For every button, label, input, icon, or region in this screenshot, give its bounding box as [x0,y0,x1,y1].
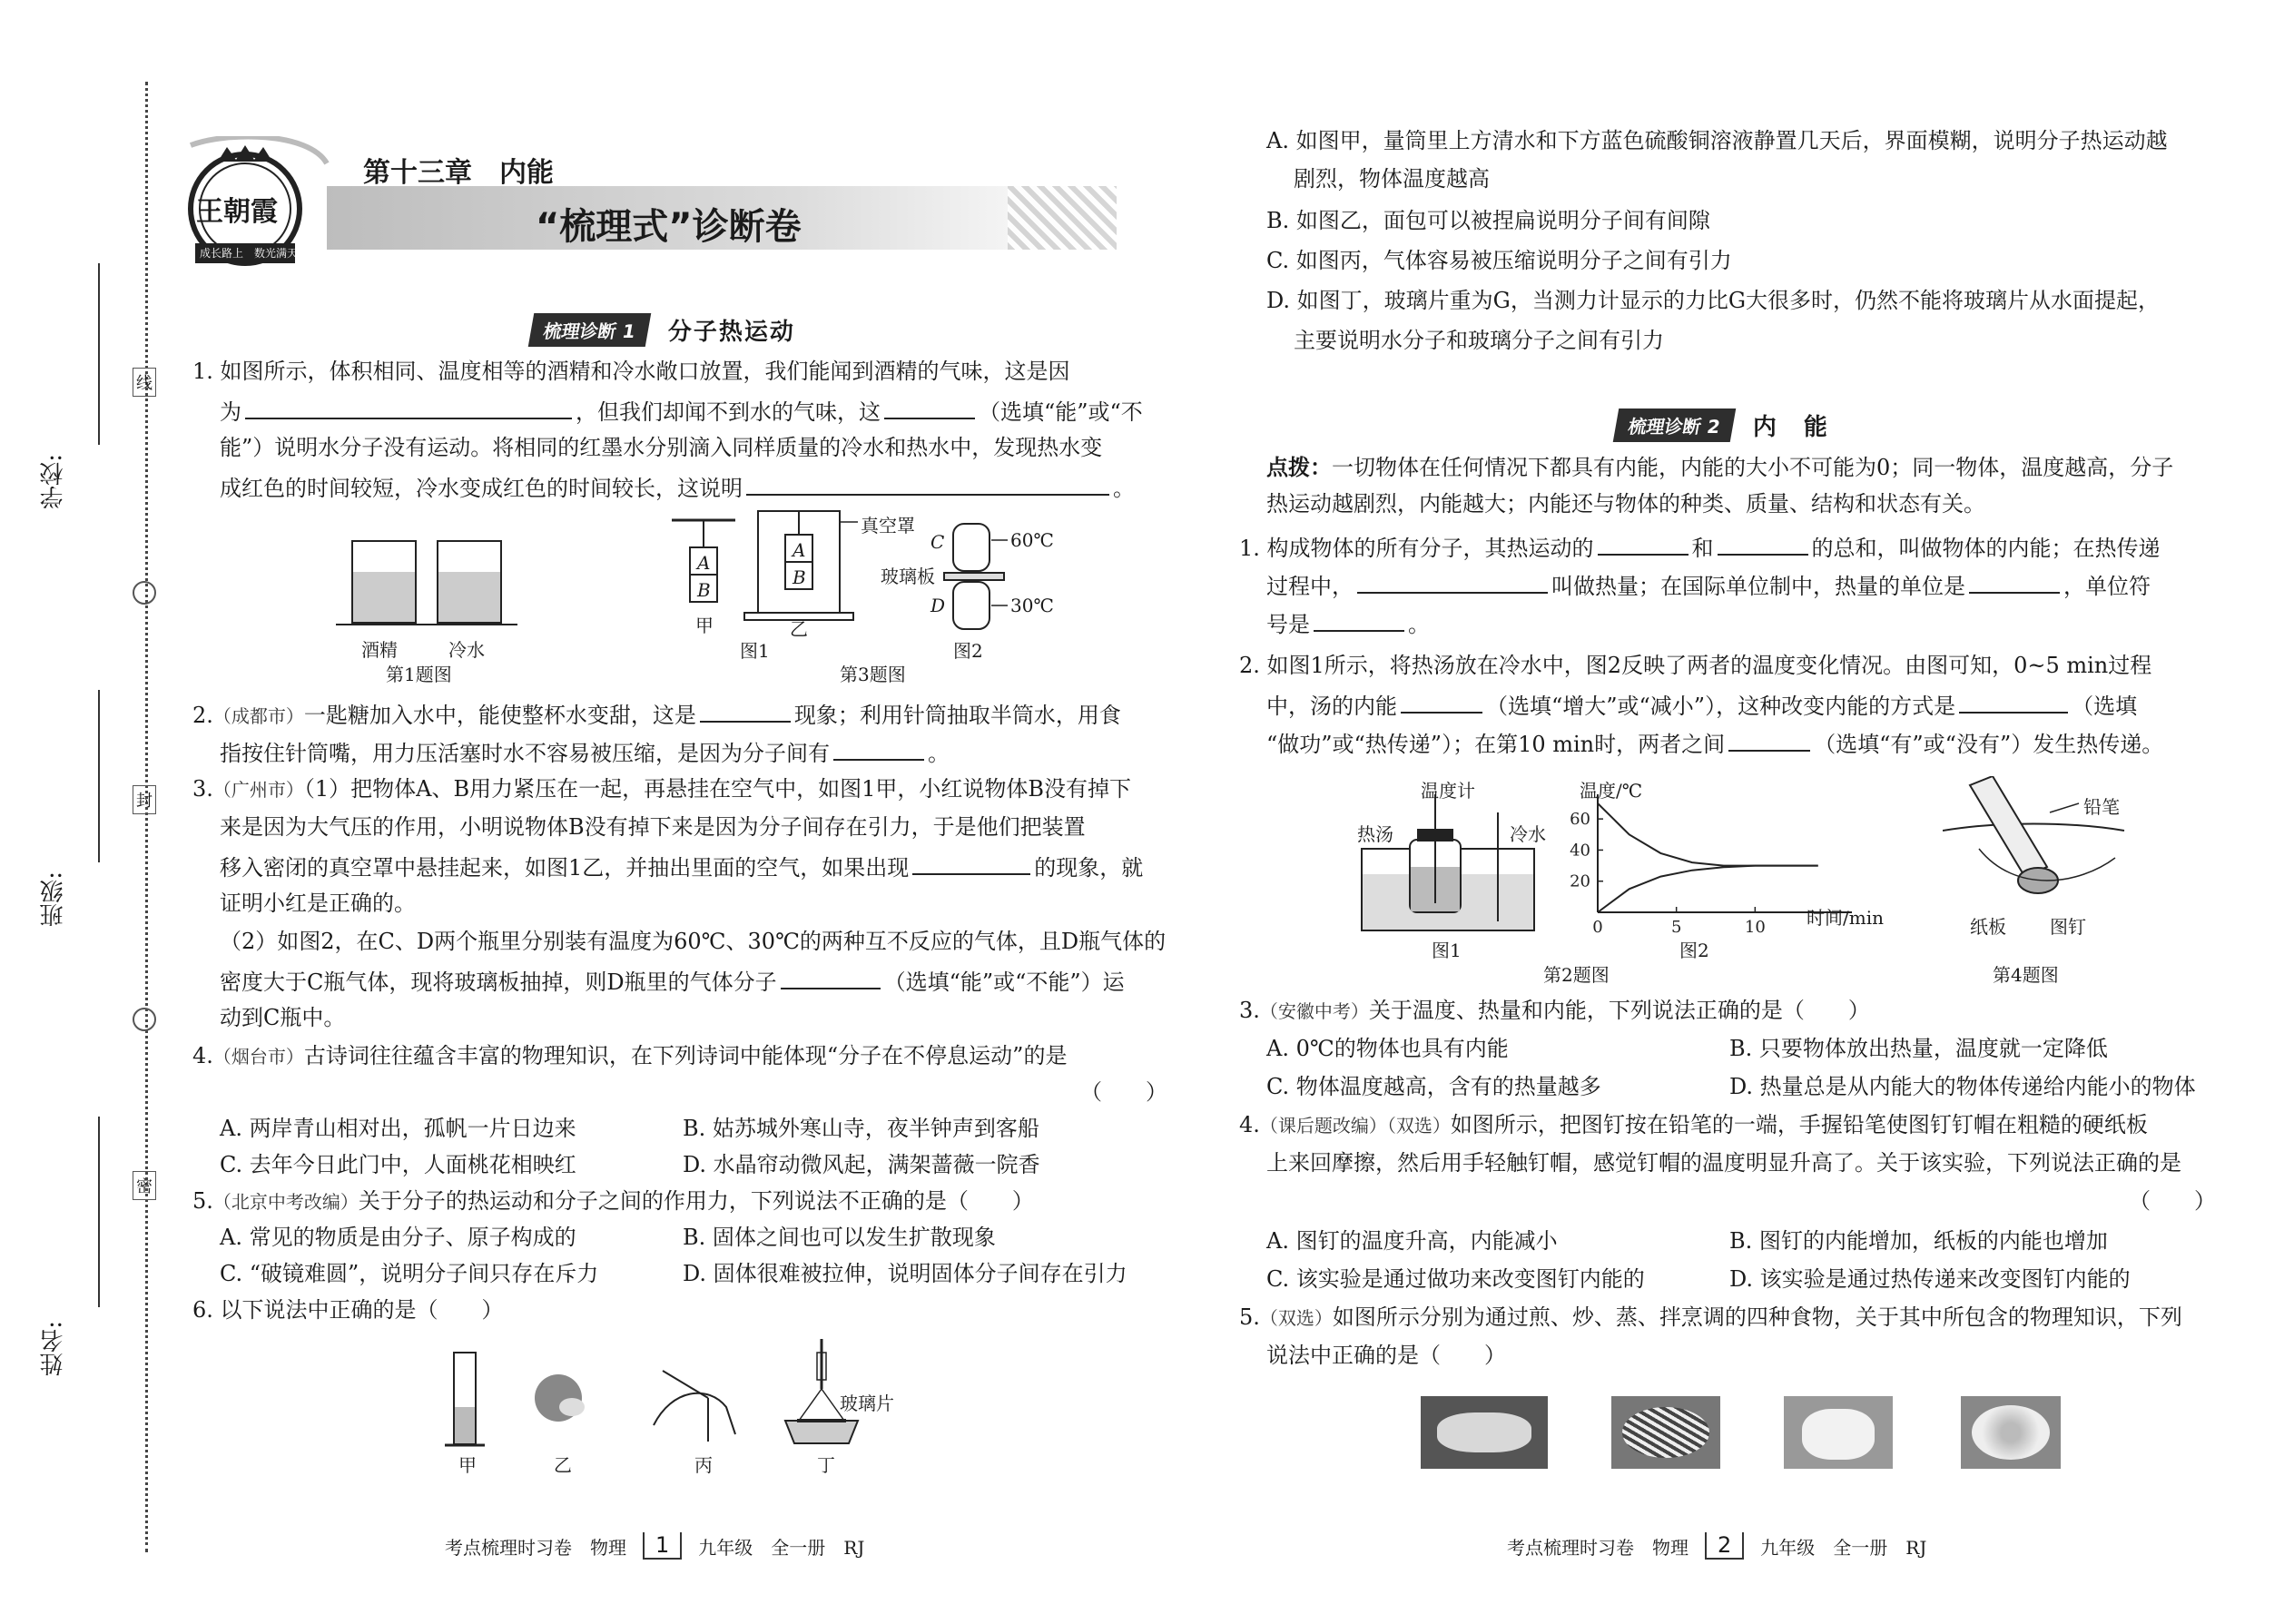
fig6-label-glass: 玻璃片 [840,1393,894,1414]
chart-xlabel: 时间/min [1807,907,1884,929]
q2-line-1 [192,697,1121,732]
fig3-label-30: 30℃ [1010,595,1054,616]
q5-option-a[interactable]: A. 常见的物质是由分子、原子构成的 [220,1225,576,1250]
r-q2-text: （选填 [2072,694,2138,719]
fig2-label-cold-water: 冷水 [1510,823,1546,845]
q3-number: 3. [192,776,213,802]
q4-option-a[interactable]: A. 两岸青山相对出，孤帆一片日边来 [220,1116,576,1141]
r-q1-blank-1[interactable] [1598,530,1689,556]
cut-mark-feng: 封 [133,785,156,814]
x-tick-label: 5 [1670,918,1682,937]
r-q1-text: ，单位符 [2063,574,2151,599]
fig3-label-60: 60℃ [1010,529,1054,551]
food-photo-stirfry [1611,1396,1720,1469]
figure-q1 [336,536,554,672]
cut-mark-mi: 密 [133,1171,156,1200]
r-q4-number: 4. [1239,1112,1260,1137]
y-tick-label: 40 [1570,841,1590,861]
q5-number: 5. [192,1188,213,1214]
fig3-label-A2: A [793,539,806,561]
footer-right [1507,1532,1926,1560]
q2-blank-2[interactable] [833,735,924,761]
q1-text: （选填“能”或“不 [979,399,1143,425]
q5-text: 关于分子的热运动和分子之间的作用力，下列说法不正确的是（ ） [358,1188,1034,1214]
section-1-tag: 梳理诊断 1 [528,313,651,347]
q1-blank-3[interactable] [746,470,1109,496]
r-q1-blank-3[interactable] [1357,568,1548,594]
r-q1-line-3 [1266,606,1430,640]
q1-blank-2[interactable] [884,394,975,419]
figure-q3 [663,504,1071,685]
fig3-caption: 第3题图 [840,664,906,685]
logo-badge [172,136,336,272]
q1-line-4 [220,470,1135,504]
q3-line-2: 来是因为大气压的作用，小明说物体B没有掉下来是因为分子间存在引力，于是他们把装置 [220,814,1086,840]
r-q2-text: （选填“有”或“没有”）发生热传递。 [1814,732,2164,757]
r-q4-option-b[interactable]: B. 图钉的内能增加，纸板的内能也增加 [1729,1228,2108,1254]
r-q2-text: “做功”或“热传递”）；在第10 min时，两者之间 [1266,732,1726,757]
chart-ylabel: 温度/℃ [1580,780,1643,802]
section-2-header [1616,408,1829,442]
header-checker [1008,186,1117,250]
q5-option-b[interactable]: B. 固体之间也可以发生扩散现象 [683,1225,996,1250]
r-q3-source: （安徽中考） [1259,1000,1369,1022]
r-q2-blank-1[interactable] [1401,688,1482,714]
q1-line-1: 1. 如图所示，体积相同、温度相等的酒精和冷水敞口放置，我们能闻到酒精的气味，这是因 [192,359,1070,384]
class-field-line[interactable] [98,690,100,862]
r-q1-line-2 [1266,568,2151,602]
binding-dotted-line [145,82,148,1552]
r-q3-number: 3. [1239,998,1260,1023]
q1-blank-1[interactable] [245,394,572,419]
section-2-title: 内 能 [1752,414,1829,441]
q3-text: 的现象，就 [1034,855,1144,881]
r-q1-text: 的总和，叫做物体的内能；在热传递 [1811,536,2161,561]
r-q1-text: 号是 [1266,612,1310,637]
r-q4-source: （课后题改编）（双选） [1259,1115,1451,1137]
q2-blank-1[interactable] [700,697,791,723]
r-q4-line-2: 上来回摩擦，然后用手轻触钉帽，感觉钉帽的温度明显升高了。关于该实验，下列说法正确的是 [1266,1150,2181,1176]
r-q5-line-1 [1239,1302,2182,1334]
r-q3-option-a[interactable]: A. 0℃的物体也具有内能 [1266,1036,1509,1061]
q2-text: 。 [928,741,950,766]
fig4-caption: 第4题图 [1993,964,2059,986]
cut-mark-xian: 线 [133,368,156,397]
r-q5-line-2: 说法中正确的是（ ） [1266,1343,1506,1368]
q1-line-3: 能”）说明水分子没有运动。将相同的红墨水分别滴入同样质量的冷水和热水中，发现热水变 [220,435,1103,460]
r-q1-line-1 [1239,530,2161,564]
q3-text: 移入密闭的真空罩中悬挂起来，如图1乙，并抽出里面的空气，如果出现 [220,855,910,881]
fig1-label-water: 冷水 [448,639,485,661]
r-q4-option-d[interactable]: D. 该实验是通过热传递来改变图钉内能的 [1729,1266,2131,1292]
q3-source: （广州市） [212,779,304,801]
tip-label: 点拨： [1266,454,1332,480]
q3-line-1 [192,773,1131,805]
fig3-label-glass: 玻璃板 [881,566,935,587]
figure-q2-chart [1561,776,1897,961]
fig3-label-fig2: 图2 [953,640,983,662]
r-q3-option-b[interactable]: B. 只要物体放出热量，温度就一定降低 [1729,1036,2108,1061]
r-q3-line-1 [1239,995,1870,1027]
q6-option-c[interactable]: C. 如图丙，气体容易被压缩说明分子之间有引力 [1266,248,1732,273]
q4-line-1 [192,1040,1067,1072]
tip-line-1 [1266,452,2173,483]
r-q2-text: 中，汤的内能 [1266,694,1397,719]
r-q1-text: 1. 构成物体的所有分子，其热运动的 [1239,536,1594,561]
fig3-label-B2: B [793,566,806,588]
y-tick-label: 60 [1570,810,1590,830]
tip-line-2: 热运动越剧烈，内能越大；内能还与物体的种类、质量、结构和状态有关。 [1266,491,1985,517]
food-photo-steamed [1784,1396,1893,1469]
fig4-label-board: 纸板 [1970,916,2006,938]
logo-text: 王朝霞 [196,196,278,228]
r-q5-number: 5. [1239,1304,1260,1330]
figure-q6 [436,1334,944,1489]
binding-hole-icon [133,581,156,605]
q4-option-c[interactable]: C. 去年今日此门中，人面桃花相映红 [220,1152,576,1177]
fig6-label-yi: 乙 [554,1454,572,1476]
q1-text: 成红色的时间较短，冷水变成红色的时间较长，这说明 [220,476,743,501]
section-1-header [531,313,795,347]
q5-line-1 [192,1186,1034,1217]
q4-answer-paren[interactable]: （ ） [1080,1079,1167,1105]
fig1-caption: 第1题图 [386,664,452,685]
x-tick-label: 10 [1744,918,1766,937]
tip-text: 一切物体在任何情况下都具有内能，内能的大小不可能为0；同一物体，温度越高，分子 [1332,455,2174,480]
q3-line-7: 动到C瓶中。 [220,1005,346,1030]
page-number: 2 [1705,1532,1744,1560]
r-q3-option-c[interactable]: C. 物体温度越高，含有的热量越多 [1266,1074,1601,1099]
q1-text: 。 [1113,476,1135,501]
fig4-label-pencil: 铅笔 [2083,796,2120,818]
fig6-label-bing: 丙 [694,1454,713,1476]
fig3-label-jia: 甲 [695,615,714,636]
fig2-label-soup: 热汤 [1357,823,1393,845]
q1-line-2 [220,394,1143,428]
q4-text: 古诗词往往蕴含丰富的物理知识，在下列诗词中能体现“分子在不停息运动”的是 [303,1043,1068,1068]
r-q3-option-d[interactable]: D. 热量总是从内能大的物体传递给内能小的物体 [1729,1074,2196,1099]
r-q2-line-2 [1266,688,2137,722]
r-q5-source: （双选） [1259,1307,1333,1329]
q6-option-a[interactable]: A. 如图甲，量筒里上方清水和下方蓝色硫酸铜溶液静置几天后，界面模糊，说明分子热运动越 [1266,128,2168,153]
fig3-label-B1: B [697,579,711,601]
footer-book: 考点梳理时习卷 物理 [1507,1536,1689,1559]
page-title: “梳理式”诊断卷 [536,206,802,248]
binding-hole-icon [133,1008,156,1031]
fig3-label-C: C [930,531,945,553]
section-1-title: 分子热运动 [667,319,795,346]
q3-line-6 [220,964,1125,998]
q4-option-d[interactable]: D. 水晶帘动微风起，满架蔷薇一院香 [683,1152,1040,1177]
food-photo-fried [1421,1396,1548,1469]
fig3-label-D: D [930,595,946,616]
figure-q4 [1943,776,2133,949]
q4-option-b[interactable]: B. 姑苏城外寒山寺，夜半钟声到客船 [683,1116,1039,1141]
fig3-label-yi: 乙 [790,618,808,640]
r-q5-text: 如图所示分别为通过煎、炒、蒸、拌烹调的四种食物，关于其中所包含的物理知识，下列 [1332,1304,2182,1330]
q3-text: （选填“能”或“不能”）运 [883,969,1125,995]
q6-line-1: 6. 以下说法中正确的是（ ） [192,1297,504,1323]
q3-text: 密度大于C瓶气体，现将玻璃板抽掉，则D瓶里的气体分子 [220,969,777,995]
fig4-label-pin: 图钉 [2050,916,2086,938]
r-q4-line-1 [1239,1109,2148,1141]
q2-text: 一匙糖加入水中，能使整杯水变甜，这是 [303,703,696,728]
chapter-title: 第十三章 内能 [363,157,554,189]
footer-book: 考点梳理时习卷 物理 [445,1536,626,1559]
r-q2-text: （选填“增大”或“减小”），这种改变内能的方式是 [1486,694,1956,719]
school-label: 学校: [40,454,67,509]
name-label: 姓名: [40,1321,67,1376]
fig2-label-fig1: 图1 [1432,940,1462,961]
q6-option-d-cont: 主要说明水分子和玻璃分子之间有引力 [1294,328,1664,353]
r-q1-text: 。 [1408,612,1430,637]
section-2-tag: 梳理诊断 2 [1613,408,1736,442]
r-q4-answer-paren[interactable]: （ ） [2129,1188,2216,1214]
food-photo-salad [1961,1396,2061,1469]
r-q3-text: 关于温度、热量和内能，下列说法正确的是（ ） [1368,998,1870,1023]
r-q4-text: 如图所示，把图钉按在铅笔的一端，手握铅笔使图钉钉帽在粗糙的硬纸板 [1450,1112,2148,1137]
r-q2-blank-3[interactable] [1728,726,1810,752]
x-tick-label: 0 [1592,918,1603,937]
q1-text: ，但我们却闻不到水的气味，这 [576,399,881,425]
fig6-label-ding: 丁 [817,1454,835,1476]
q2-text: 现象；利用针筒抽取半筒水，用食 [793,703,1121,728]
fig3-label-A1: A [697,552,711,574]
footer-grade: 九年级 全一册 RJ [1760,1536,1927,1559]
fig2-caption: 第2题图 [1543,964,1610,986]
q5-source: （北京中考改编） [212,1191,359,1213]
q2-number: 2. [192,703,213,728]
q2-line-2 [220,735,950,769]
r-q1-text: 和 [1691,536,1714,561]
r-q1-blank-5[interactable] [1314,606,1404,632]
footer-grade: 九年级 全一册 RJ [698,1536,865,1559]
y-tick-label: 20 [1570,871,1590,891]
q3-line-5: （2）如图2，在C、D两个瓶里分别装有温度为60℃、30℃的两种互不反应的气体，且D瓶气体的 [220,929,1167,954]
q3-line-3 [220,850,1143,883]
q5-option-c[interactable]: C. “破镜难圆”，说明分子间只存在斥力 [220,1261,599,1286]
logo-subtext: 成长路上 数光满天 [200,247,299,260]
q5-option-d[interactable]: D. 固体很难被拉伸，说明固体分子间存在引力 [683,1261,1127,1286]
fig2-label-thermometer: 温度计 [1421,780,1475,802]
q6-option-b[interactable]: B. 如图乙，面包可以被捏扁说明分子间有间隙 [1266,208,1710,233]
q2-text: 指按住针筒嘴，用力压活塞时水不容易被压缩，是因为分子间有 [220,741,830,766]
q6-option-d[interactable]: D. 如图丁，玻璃片重为G，当测力计显示的力比G大很多时，仍然不能将玻璃片从水面提起， [1266,288,2160,313]
series-line-cold-water [1598,866,1818,912]
q3-text: （1）把物体A、B用力紧压在一起，再悬挂在空气中，如图1甲，小红说物体B没有掉下 [303,776,1132,802]
r-q4-option-a[interactable]: A. 图钉的温度升高，内能减小 [1266,1228,1558,1254]
r-q4-option-c[interactable]: C. 该实验是通过做功来改变图钉内能的 [1266,1266,1645,1292]
r-q1-text: 叫做热量；在国际单位制中，热量的单位是 [1551,574,1965,599]
q6-option-a-cont: 剧烈，物体温度越高 [1294,166,1490,192]
q3-line-4: 证明小红是正确的。 [220,891,416,916]
series-line-soup [1598,803,1818,866]
name-field-line[interactable] [98,1117,100,1307]
q1-text: 为 [220,399,241,425]
fig3-label-vacuum: 真空罩 [861,515,915,536]
r-q1-blank-4[interactable] [1969,568,2060,594]
fig6-label-jia: 甲 [458,1454,477,1476]
r-q1-text: 过程中， [1266,574,1354,599]
q4-source: （烟台市） [212,1046,304,1068]
r-q2-blank-2[interactable] [1959,688,2068,714]
q4-number: 4. [192,1043,213,1068]
page-number: 1 [643,1532,682,1560]
fig2-label-fig2: 图2 [1679,940,1709,961]
class-label: 班级: [40,871,67,927]
r-q1-blank-2[interactable] [1718,530,1808,556]
fig1-label-alcohol: 酒精 [361,639,398,661]
fig3-label-fig1: 图1 [740,640,770,662]
figure-q2-apparatus [1357,776,1557,961]
q3-blank-2[interactable] [781,964,881,989]
footer-left [445,1532,864,1560]
r-q2-line-1: 2. 如图1所示，将热汤放在冷水中，图2反映了两者的温度变化情况。由图可知，0~5 min过程 [1239,653,2152,678]
school-field-line[interactable] [98,263,100,445]
q2-source: （成都市） [212,705,304,727]
r-q2-line-3 [1266,726,2163,760]
q3-blank-1[interactable] [912,850,1030,875]
